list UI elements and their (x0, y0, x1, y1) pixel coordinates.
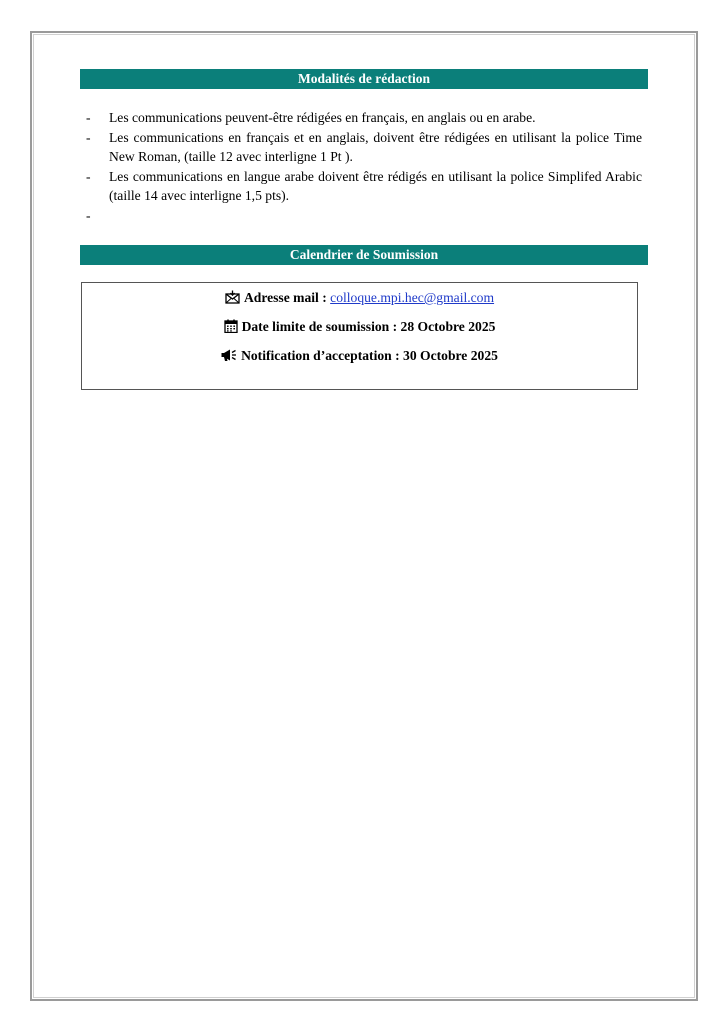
deadline-line (82, 319, 637, 335)
email-line (82, 290, 637, 306)
email-label: Adresse mail : (243, 290, 331, 305)
submission-info-box (81, 282, 638, 390)
section-header-redaction: Modalités de rédaction (80, 69, 648, 89)
list-item-text: Les communications en français et en anglais, doivent être rédigées en utilisant la police Time New Roman, (taille 12 avec interligne 1 Pt ). (109, 129, 642, 164)
envelope-icon (225, 290, 240, 304)
megaphone-icon (221, 348, 237, 362)
section-header-calendrier: Calendrier de Soumission (80, 245, 648, 265)
bullet-dash: - (86, 207, 91, 223)
list-item (86, 206, 642, 226)
list-item (86, 108, 642, 128)
list-item (86, 128, 642, 167)
bullet-dash: - (86, 110, 91, 125)
bullet-dash: - (86, 129, 91, 145)
list-item-text (109, 206, 642, 226)
list-item-text: Les communications peuvent-être rédigées en français, en anglais ou en arabe. (109, 110, 536, 125)
bullet-dash: - (86, 168, 91, 184)
notification-line (82, 348, 637, 364)
deadline-label: Date limite de soumission : 28 Octobre 2025 (241, 319, 496, 334)
list-item (86, 167, 642, 206)
email-link[interactable]: colloque.mpi.hec@gmail.com (330, 290, 495, 305)
redaction-rules-list (86, 108, 642, 225)
list-item-text: Les communications en langue arabe doivent être rédigés en utilisant la police Simplifed Arabic (taille 14 avec interligne 1,5 pts). (109, 168, 642, 203)
calendar-icon (224, 319, 238, 333)
notification-label: Notification d’acceptation : 30 Octobre 2025 (241, 348, 498, 363)
